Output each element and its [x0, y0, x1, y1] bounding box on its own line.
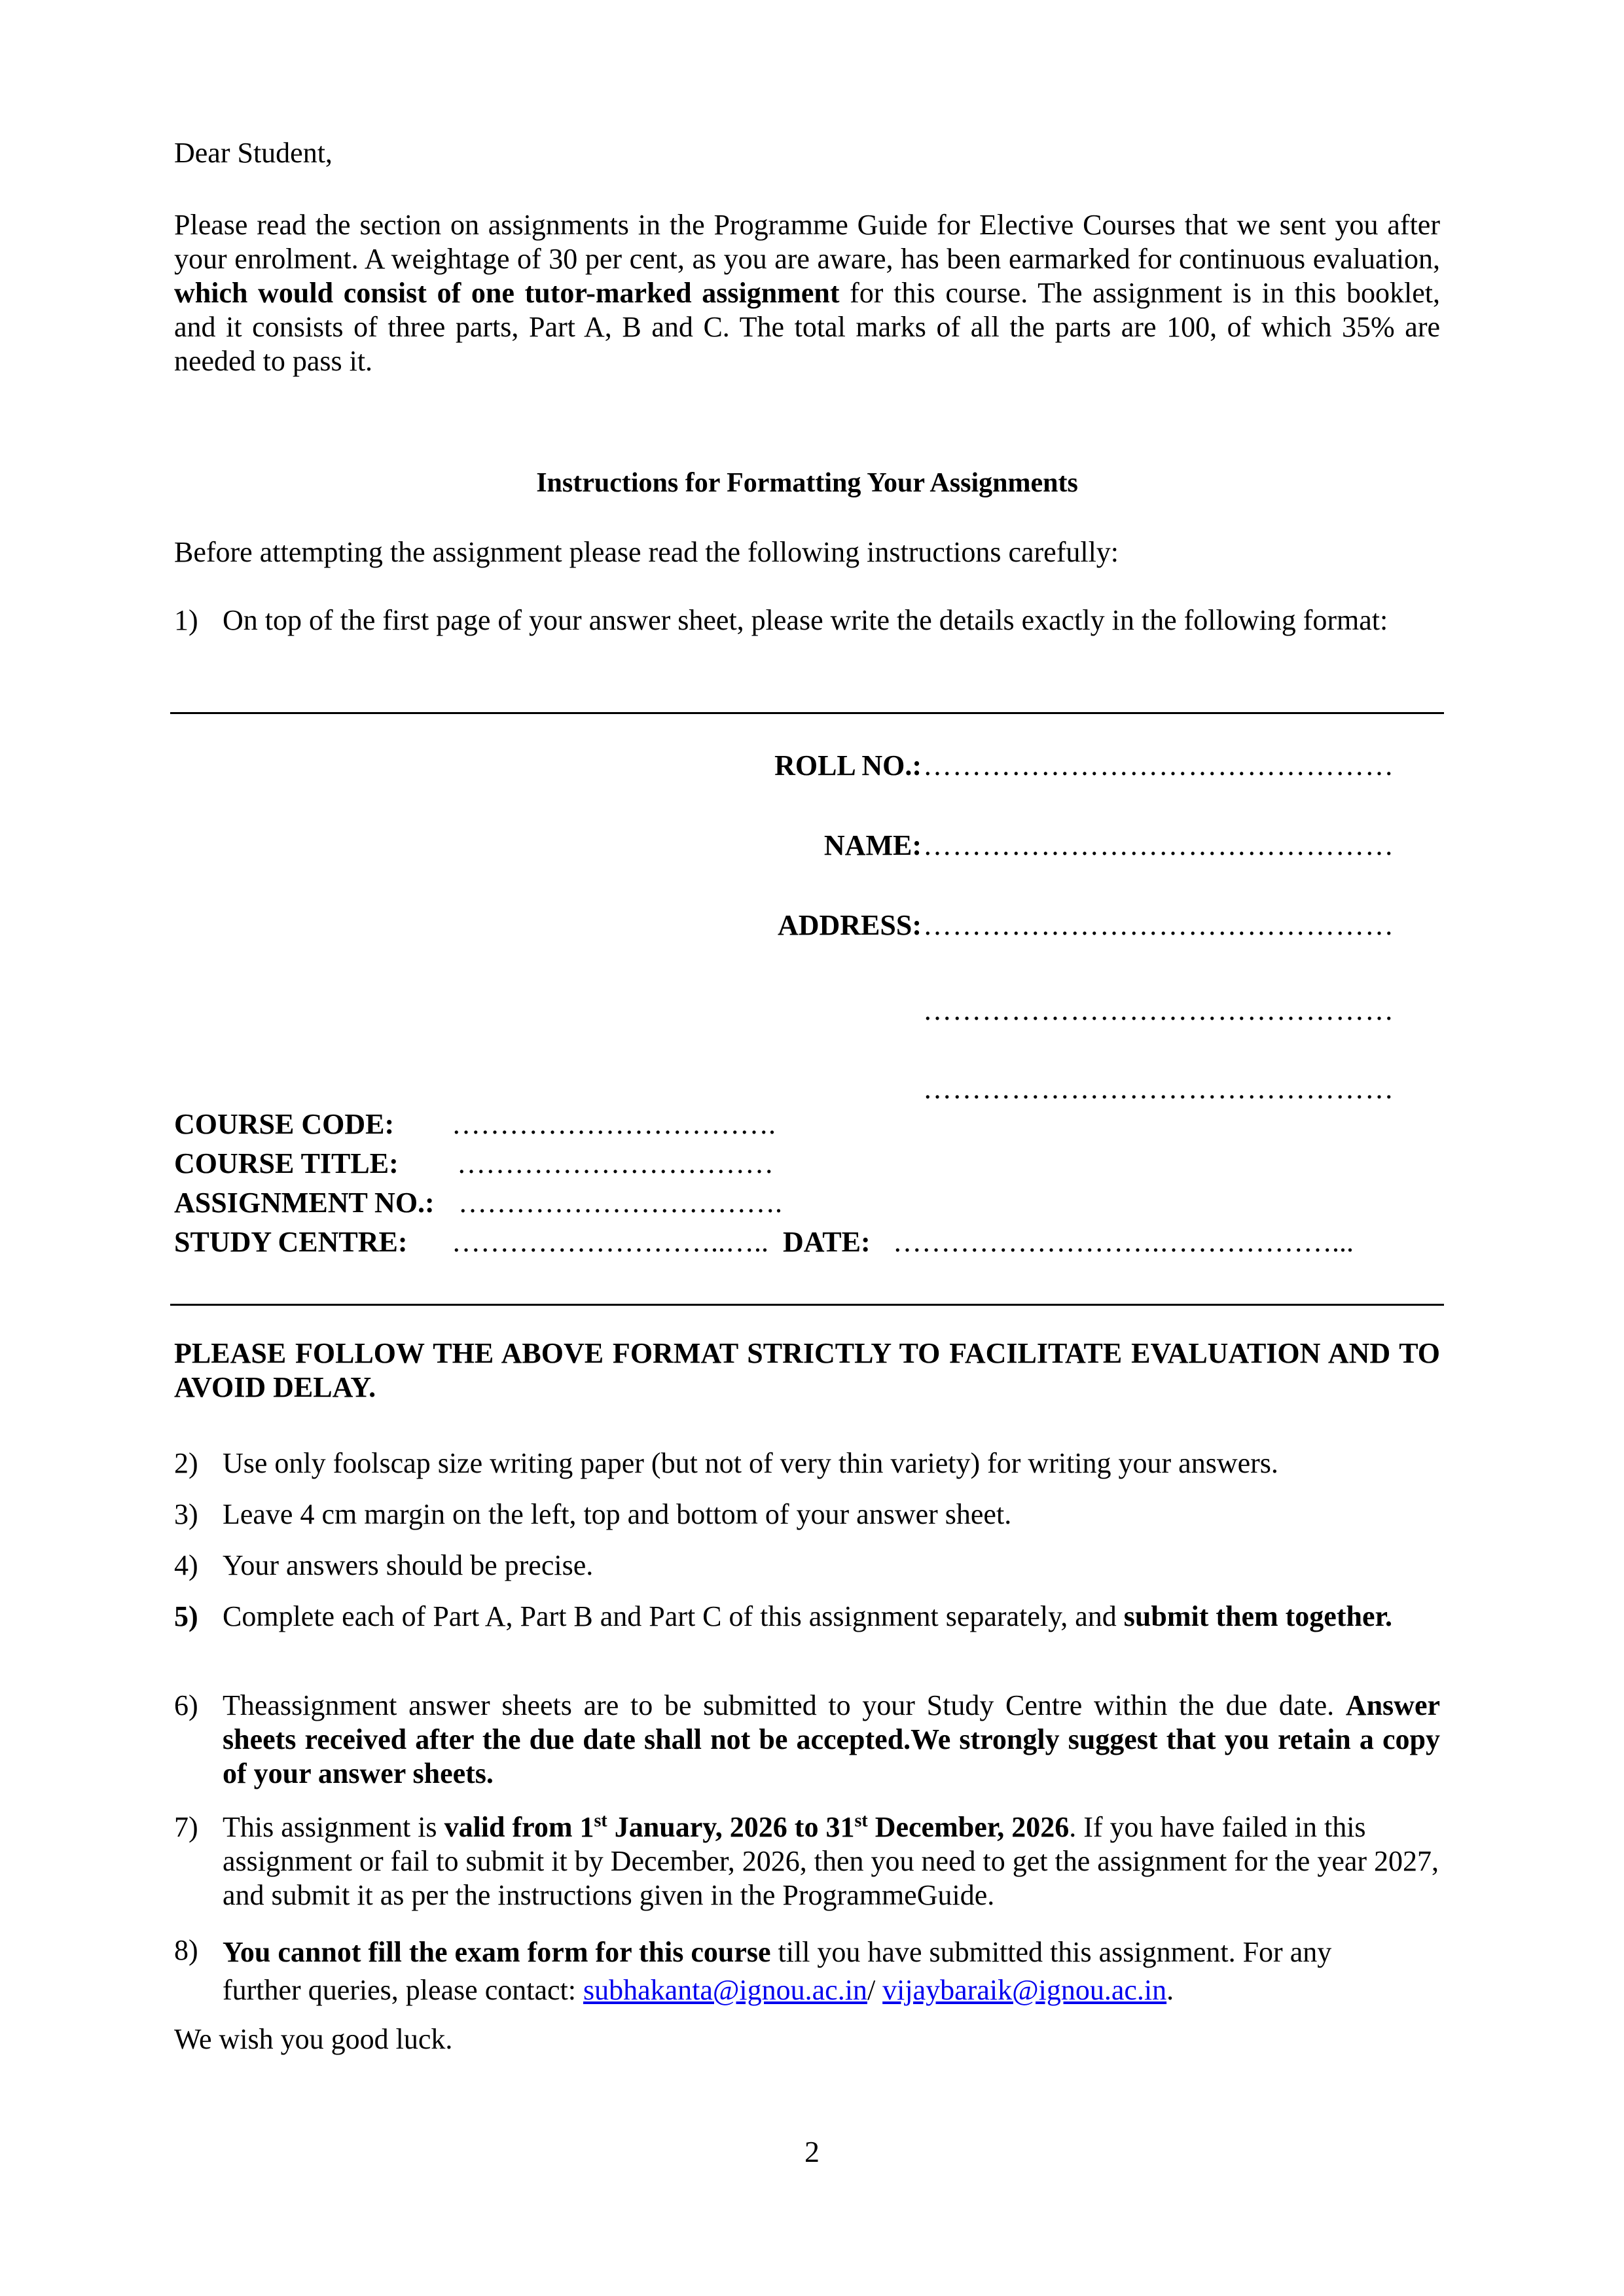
course-title-label: COURSE TITLE:: [174, 1147, 399, 1179]
email-link-subhakanta[interactable]: subhakanta@ignou.ac.in: [583, 1974, 867, 2006]
item-8-end: .: [1166, 1974, 1174, 2006]
assignment-no-label: ASSIGNMENT NO.:: [174, 1187, 435, 1219]
instruction-item-1: [174, 603, 1440, 637]
email-separator: /: [867, 1974, 883, 2006]
address-line-2-dots: …………………………………………: [923, 994, 1394, 1026]
intro-text-2: for this course. The assignment is in this booklet, and it consists of three parts, Part A, B and C. The total marks of all the parts are 100, of which 35% are needed to pass it.: [174, 277, 1440, 377]
item-text: [223, 1600, 1414, 1634]
item-text: [223, 1689, 1440, 1791]
instruction-item-6: [174, 1689, 1440, 1791]
item-8-bold: You cannot fill the exam form for this course: [223, 1936, 771, 1968]
intro-text-1: Please read the section on assignments in the Programme Guide for Elective Courses that we sent you after your enrolment. A weightage of 30 per cent, as you are aware, has been earmarked for continuous evaluation,: [174, 209, 1440, 275]
format-bottom-rule: [170, 1304, 1444, 1306]
item-7-sup-b: st: [854, 1810, 868, 1831]
item-6-bold: Answer sheets received after the due date shall not be accepted.We strongly suggest that you retain a copy of your answer sheets.: [223, 1689, 1440, 1789]
item-6-text: Theassignment answer sheets are to be submitted to your Study Centre within the due date.: [223, 1689, 1346, 1721]
instructions-heading: Instructions for Formatting Your Assignments: [536, 468, 1078, 498]
instruction-item-2: [174, 1446, 1440, 1480]
item-5-text: Complete each of Part A, Part B and Part C of this assignment separately, and: [223, 1600, 1124, 1632]
item-number: 6): [174, 1689, 198, 1721]
email-link-vijaybaraik[interactable]: vijaybaraik@ignou.ac.in: [882, 1974, 1167, 2006]
address-label: ADDRESS:: [777, 909, 922, 941]
item-7-sup-a: st: [594, 1810, 607, 1831]
item-7-text-b: . If you have failed in this assignment or fail to submit it by December, 2026, then you need to get the assignment for the year 2027, and submit it as per the instructions given in the ProgrammeGuide.: [223, 1811, 1439, 1911]
item-text: [223, 1933, 1401, 2009]
assignment-no-dots: …………………………….: [458, 1187, 782, 1219]
item-number: 1): [174, 604, 198, 636]
address-line-3-dots: …………………………………………: [923, 1073, 1394, 1105]
page-number: 2: [804, 2135, 820, 2168]
item-5-bold: submit them together.: [1123, 1600, 1392, 1632]
instruction-item-8: [174, 1933, 1440, 2009]
format-notice: PLEASE FOLLOW THE ABOVE FORMAT STRICTLY TO FACILITATE EVALUATION AND TO AVOID DELAY.: [174, 1337, 1440, 1403]
course-title-dots: ……………………………: [457, 1147, 774, 1179]
item-7-text-a: This assignment is: [223, 1811, 444, 1843]
item-text: [223, 1810, 1440, 1912]
address-dots: …………………………………………: [923, 909, 1394, 941]
date-dots: ……………………….………………...: [893, 1226, 1354, 1258]
item-7-bold-a: valid from 1: [444, 1811, 594, 1843]
study-centre-dots: ………………………..…..: [452, 1226, 768, 1258]
item-number: 3): [174, 1498, 198, 1530]
item-number: 4): [174, 1549, 198, 1581]
item-number: 2): [174, 1447, 198, 1479]
item-8-text: till you have submitted this assignment. For any further queries, please contact:: [223, 1936, 1332, 2006]
item-7-bold-b: January, 2026 to 31: [607, 1811, 855, 1843]
item-text: Leave 4 cm margin on the left, top and bottom of your answer sheet.: [223, 1498, 1012, 1530]
format-top-rule: [170, 712, 1444, 714]
instruction-item-4: [174, 1549, 1440, 1583]
roll-no-dots: …………………………………………: [923, 749, 1394, 781]
item-text: On top of the first page of your answer sheet, please write the details exactly in the following format:: [223, 604, 1388, 636]
instruction-item-3: [174, 1498, 1440, 1532]
course-code-dots: …………………………….: [452, 1108, 776, 1140]
roll-no-label: ROLL NO.:: [774, 749, 922, 781]
salutation: Dear Student,: [174, 137, 333, 169]
study-centre-label: STUDY CENTRE:: [174, 1226, 408, 1258]
intro-paragraph: [174, 208, 1440, 378]
closing-text: We wish you good luck.: [174, 2023, 453, 2055]
item-number: 5): [174, 1600, 198, 1632]
name-label: NAME:: [823, 829, 922, 861]
name-dots: …………………………………………: [923, 829, 1394, 861]
intro-bold-text: which would consist of one tutor-marked assignment: [174, 277, 840, 309]
date-label: DATE:: [783, 1226, 871, 1258]
before-attempting-text: Before attempting the assignment please read the following instructions carefully:: [174, 536, 1119, 568]
item-7-bold-c: December, 2026: [867, 1811, 1070, 1843]
item-text: Your answers should be precise.: [223, 1549, 594, 1581]
instruction-item-7: [174, 1810, 1440, 1912]
item-number: 8): [174, 1934, 198, 1966]
item-text: Use only foolscap size writing paper (but not of very thin variety) for writing your answers.: [223, 1447, 1278, 1479]
instruction-item-5: [174, 1600, 1440, 1634]
item-number: 7): [174, 1811, 198, 1843]
course-code-label: COURSE CODE:: [174, 1108, 395, 1140]
